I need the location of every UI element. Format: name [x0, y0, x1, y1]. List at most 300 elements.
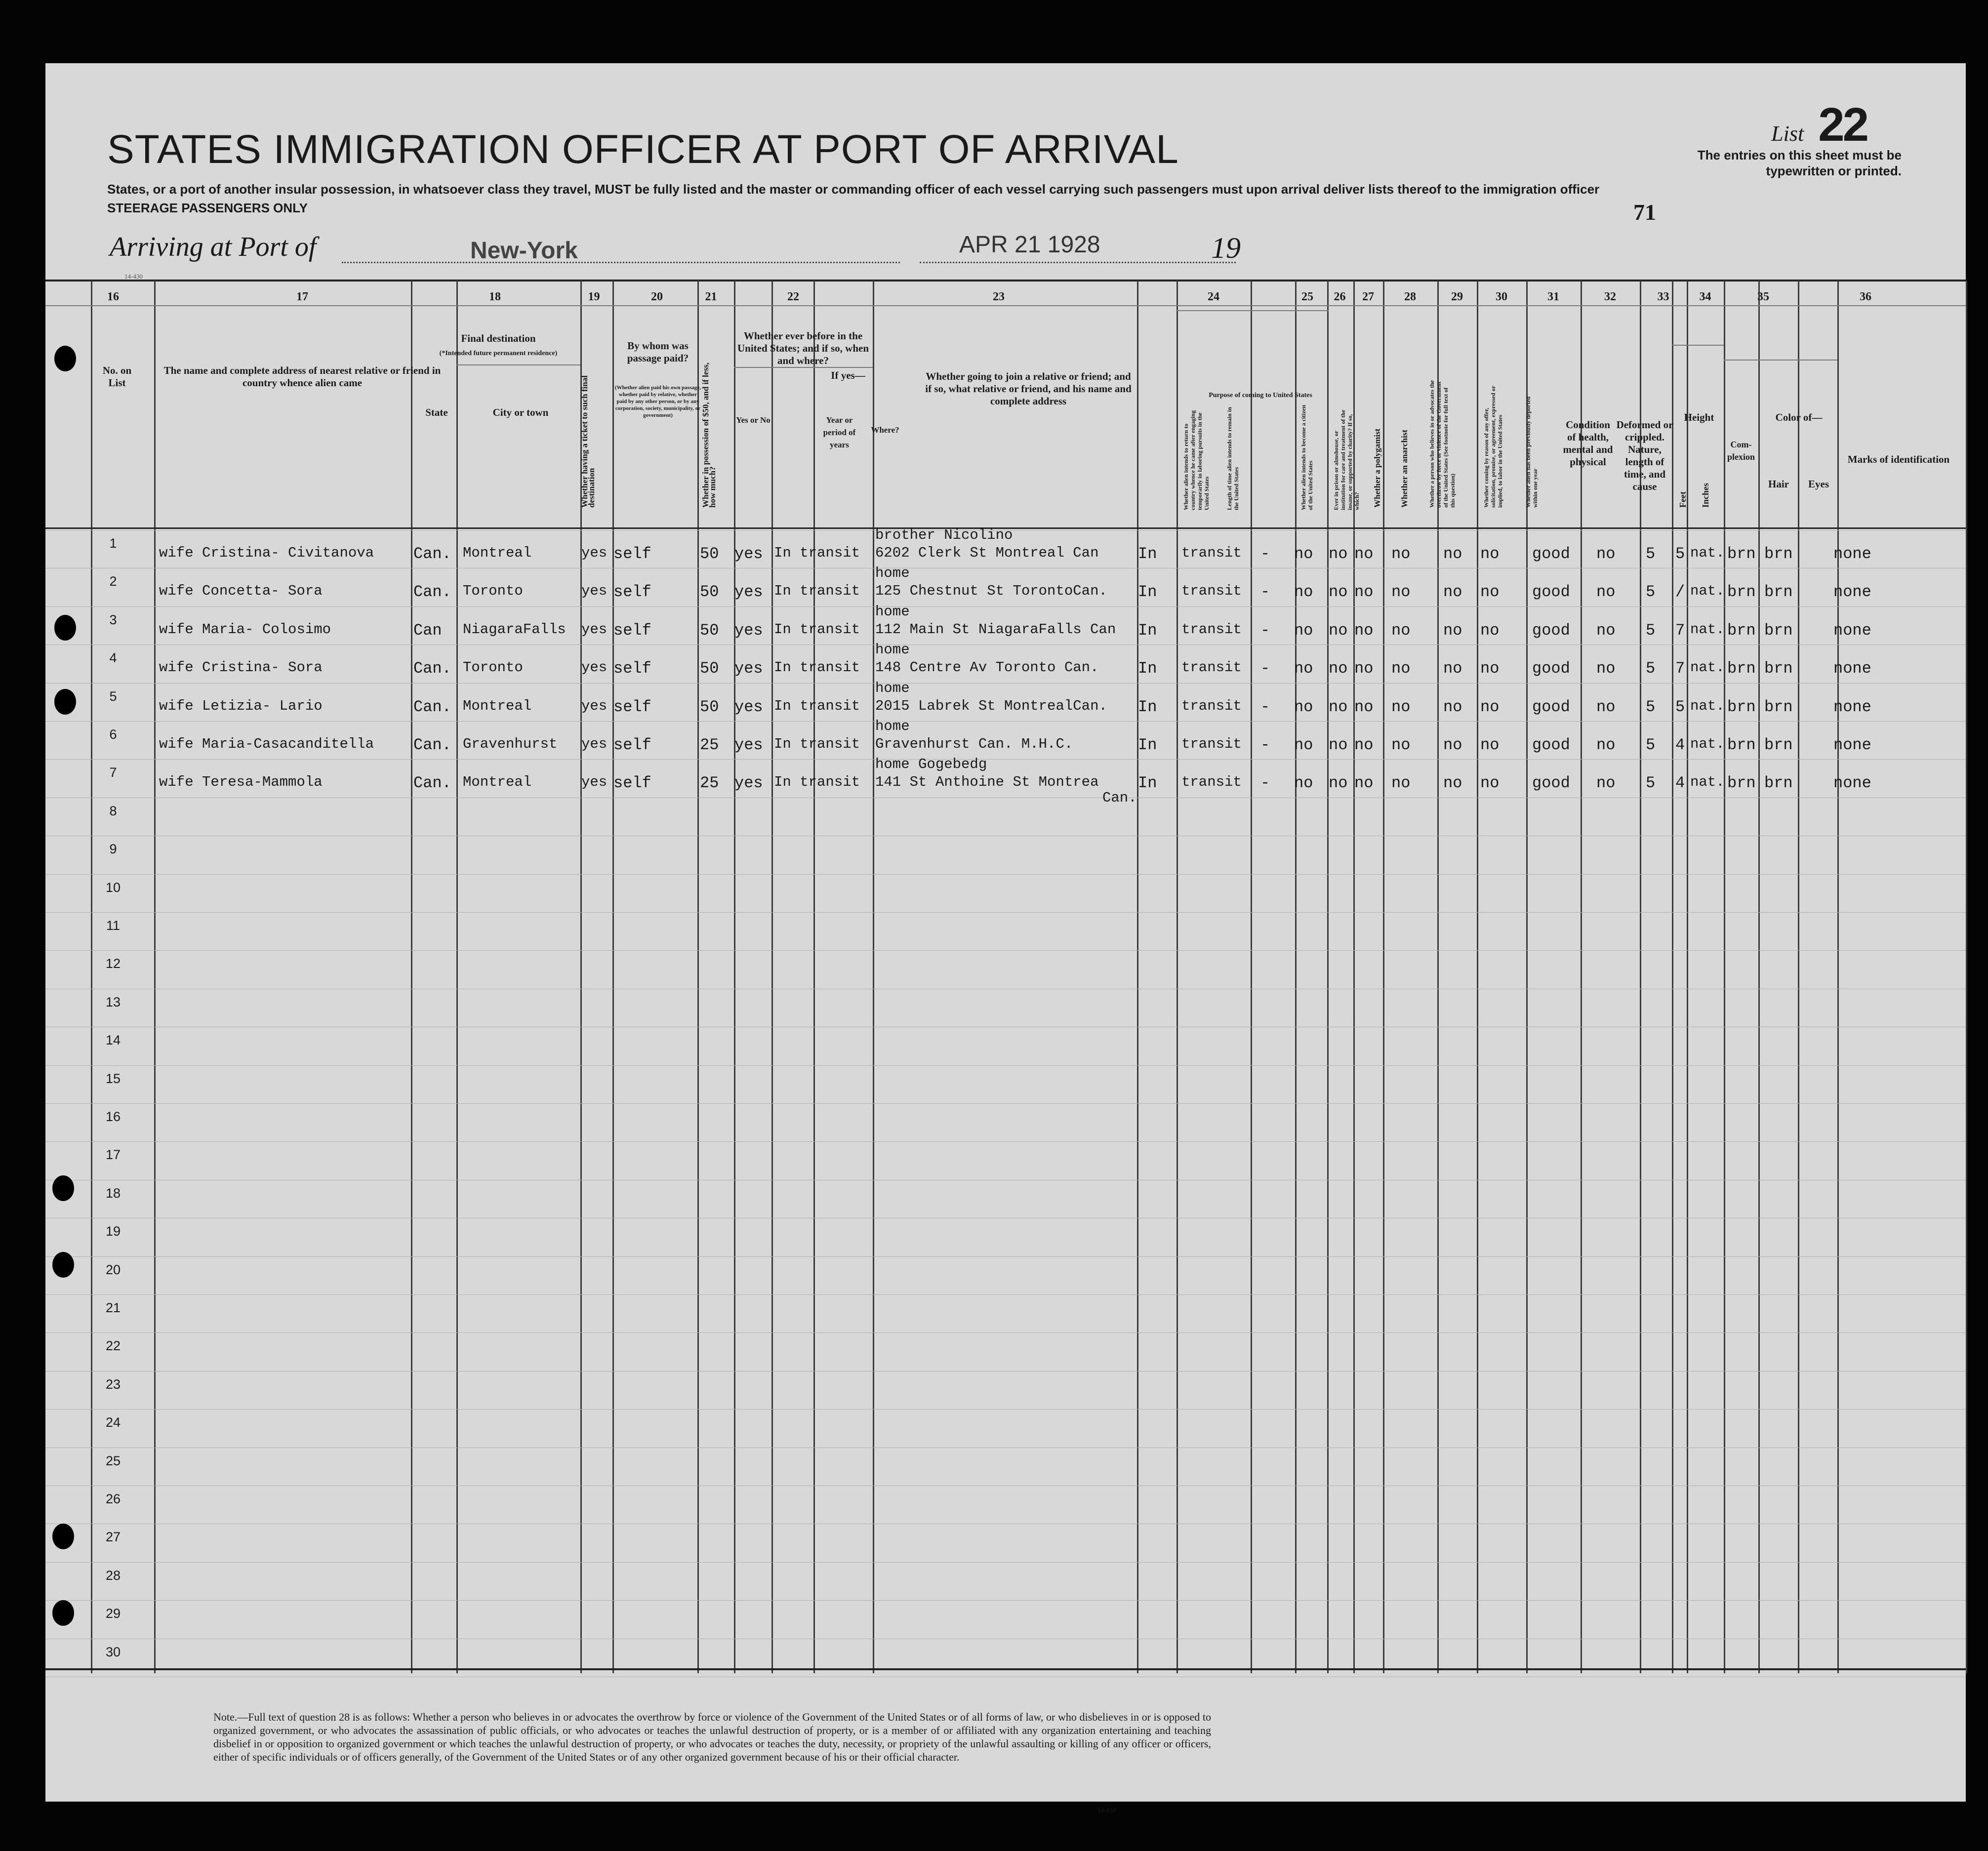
cell-eyes: brn: [1764, 659, 1793, 678]
cell-ticket: yes: [581, 621, 608, 638]
row-rule: [45, 1294, 1966, 1295]
row-rule: [45, 683, 1966, 684]
cell-inches: /: [1675, 583, 1685, 602]
cell-marks: none: [1833, 659, 1871, 678]
cell-c28: no: [1391, 621, 1411, 640]
cell-c29: no: [1443, 545, 1462, 563]
cell-deformed: no: [1596, 697, 1616, 716]
row-rule: [45, 1065, 1966, 1066]
cell-inches: 7: [1675, 659, 1685, 678]
column-rule: [154, 281, 156, 1673]
cell-feet: 5: [1646, 583, 1656, 602]
cell-before: yes: [734, 621, 763, 640]
header-eyes: Eyes: [1808, 478, 1829, 490]
header-inches: Inches: [1701, 483, 1710, 508]
header-relative: The name and complete address of nearest relative or friend in country whence alien came: [163, 364, 441, 389]
cell-p2: transit: [1181, 621, 1242, 638]
cell-money: 50: [700, 659, 719, 678]
cell-hair: brn: [1727, 697, 1756, 716]
row-number: 13: [105, 994, 121, 1009]
cell-state: Can.: [413, 583, 451, 602]
cell-before: yes: [734, 736, 763, 754]
header-c29: Whether coming by reason of any offer, solicitation, promise, or agreement, expressed or implied, to labor in the United States: [1483, 386, 1503, 508]
row-number: 1: [109, 536, 117, 551]
cell-c27: no: [1354, 774, 1374, 793]
row-number: 23: [105, 1376, 121, 1392]
cell-state: Can: [413, 621, 442, 640]
row-number: 28: [105, 1568, 121, 1583]
cell-year: In transit: [774, 736, 860, 752]
manifest-sheet: [45, 63, 1966, 1814]
row-number: 29: [105, 1606, 121, 1621]
cell-marks: none: [1833, 545, 1871, 563]
cell-c25: no: [1294, 621, 1313, 640]
column-rule: [456, 281, 458, 1673]
header-polygamist: Whether a polygamist: [1373, 428, 1382, 508]
cell-money: 50: [700, 697, 719, 716]
header-ticket: Whether having a ticket to such final destination: [580, 375, 596, 508]
cell-feet: 5: [1646, 736, 1656, 754]
cell-eyes: brn: [1764, 697, 1793, 716]
row-number: 15: [105, 1071, 121, 1086]
cell-before: yes: [734, 774, 763, 793]
cell-hair: brn: [1727, 736, 1756, 754]
cell-inches: 4: [1675, 774, 1685, 793]
cell-join2: 141 St Anthoine St Montrea: [875, 774, 1099, 791]
cell-marks: none: [1833, 736, 1871, 754]
row-rule: [45, 759, 1966, 760]
row-number: 27: [105, 1529, 121, 1545]
cell-complexion: nat.: [1690, 583, 1725, 600]
cell-complexion: nat.: [1690, 736, 1725, 752]
cell-before: yes: [734, 659, 763, 678]
col-number-21: 21: [705, 290, 717, 303]
cell-p3: -: [1260, 545, 1270, 563]
cell-paid: self: [613, 697, 651, 716]
col-number-28: 28: [1404, 290, 1416, 303]
cell-city: Toronto: [463, 659, 523, 676]
cell-join2: 148 Centre Av Toronto Can.: [875, 659, 1099, 676]
cell-join2: 112 Main St NiagaraFalls Can: [875, 621, 1116, 638]
column-rule: [697, 281, 699, 1673]
cell-money: 50: [700, 583, 719, 602]
column-rule: [734, 281, 735, 1673]
col-number-20: 20: [651, 290, 663, 303]
header-rule: [456, 364, 580, 365]
row-rule: [45, 1256, 1966, 1257]
date-dotted-line: [920, 262, 1236, 263]
cell-year: In transit: [774, 659, 860, 676]
row-number: 11: [106, 918, 121, 933]
header-purpose-a: Whether alien intends to return to country whence he came after engaging temporarily in laboring pursuits in the United States: [1182, 410, 1210, 510]
column-rule: [1177, 281, 1178, 1673]
cell-marks: none: [1833, 621, 1871, 640]
cell-ticket: yes: [581, 659, 608, 676]
column-rule: [873, 281, 874, 1673]
cell-relative: wife Cristina- Civitanova: [159, 545, 374, 561]
cell-p1: In: [1138, 583, 1157, 602]
cell-c27: no: [1354, 583, 1374, 602]
footnote-form-number: 14-430: [1097, 1807, 1116, 1814]
cell-marks: none: [1833, 697, 1871, 716]
header-rule: [1177, 310, 1329, 311]
cell-p2: transit: [1181, 545, 1242, 561]
cell-c25: no: [1294, 774, 1313, 793]
cell-c26: no: [1329, 736, 1348, 754]
cell-feet: 5: [1646, 621, 1656, 640]
punch-hole: [52, 1524, 74, 1549]
col-number-36: 36: [1860, 290, 1871, 303]
header-complexion: Com- plexion: [1727, 440, 1755, 462]
cell-c27: no: [1354, 697, 1374, 716]
cell-p1: In: [1138, 659, 1157, 678]
header-color-of: Color of—: [1775, 411, 1823, 423]
intro-text: States, or a port of another insular possession, in whatsoever class they travel, MUST be fully listed and the master or commanding officer of each vessel carrying such passengers must upon arrival deliver lists thereof to the immigration officer: [107, 182, 1600, 197]
col-number-17: 17: [296, 290, 308, 303]
cell-year: In transit: [774, 583, 860, 600]
cell-deformed: no: [1596, 659, 1616, 678]
cell-state: Can.: [413, 659, 451, 678]
header-no-on-list: No. on List: [102, 364, 132, 389]
cell-p1: In: [1138, 545, 1157, 563]
cell-health: good: [1532, 545, 1570, 563]
cell-join2: 2015 Labrek St MontrealCan.: [875, 697, 1107, 714]
cell-c29: no: [1443, 736, 1462, 754]
row-number: 16: [105, 1109, 121, 1124]
cell-c28: no: [1391, 697, 1411, 716]
list-number: 22: [1818, 98, 1867, 151]
header-before-us: Whether ever before in the United States; and if so, when and where?: [737, 330, 869, 366]
cell-money: 25: [700, 774, 719, 793]
row-rule: [45, 644, 1966, 645]
row-number: 4: [109, 650, 117, 666]
row-rule: [45, 1103, 1966, 1104]
cell-p2: transit: [1181, 697, 1242, 714]
row-rule: [45, 950, 1966, 951]
cell-eyes: brn: [1764, 545, 1793, 563]
header-joining: Whether going to join a relative or friend; and if so, what relative or friend, and his name and complete address: [925, 370, 1132, 407]
row-number: 26: [105, 1491, 121, 1506]
cell-join2: Gravenhurst Can. M.H.C.: [875, 736, 1073, 752]
cell-relative: wife Concetta- Sora: [159, 583, 323, 600]
cell-c30: no: [1480, 774, 1500, 793]
arrival-date-stamp: APR 21 1928: [959, 232, 1100, 258]
col-number-24: 24: [1208, 290, 1219, 303]
col-number-18: 18: [489, 290, 501, 303]
cell-p2: transit: [1181, 736, 1242, 752]
column-rule: [1295, 281, 1297, 1673]
cell-feet: 5: [1646, 545, 1656, 563]
cell-before: yes: [734, 583, 763, 602]
cell-join1: home: [875, 603, 910, 620]
header-if-yes: If yes—: [831, 369, 865, 381]
cell-c30: no: [1480, 583, 1500, 602]
cell-city: Montreal: [463, 774, 532, 791]
manifest-grid: [45, 281, 1966, 1673]
cell-eyes: brn: [1764, 774, 1793, 793]
cell-p2: transit: [1181, 659, 1242, 676]
cell-complexion: nat.: [1690, 621, 1725, 638]
cell-c26: no: [1329, 621, 1348, 640]
cell-deformed: no: [1596, 583, 1616, 602]
row-number: 3: [109, 612, 117, 627]
row-number: 19: [105, 1224, 121, 1239]
cell-hair: brn: [1727, 545, 1756, 563]
row-rule: [45, 1562, 1966, 1563]
header-condition: Condition of health, mental and physical: [1563, 419, 1613, 468]
cell-c25: no: [1294, 545, 1313, 563]
cell-c29: no: [1443, 659, 1462, 678]
cell-ticket: yes: [581, 736, 608, 752]
header-anarchist: Whether an anarchist: [1400, 429, 1409, 508]
cell-hair: brn: [1727, 659, 1756, 678]
cell-relative: wife Letizia- Lario: [159, 697, 323, 714]
row-number: 18: [105, 1185, 121, 1201]
cell-before: yes: [734, 697, 763, 716]
bottom-rule: [45, 1668, 1966, 1670]
cell-health: good: [1532, 774, 1570, 793]
punch-hole: [52, 1175, 74, 1201]
header-c28: Whether a person who believes in or advocates the overthrow by force or violence of the Government of the United States (See footnote for full text of this question): [1428, 380, 1456, 508]
row-number: 30: [105, 1644, 121, 1659]
header-prison: Ever in prison or almshouse, or institution for care and treatment of the insane, or supported by charity? If so, which?: [1333, 409, 1360, 510]
row-number: 9: [109, 842, 117, 857]
col-number-25: 25: [1301, 290, 1313, 303]
cell-join1: brother Nicolino: [875, 527, 1013, 543]
page-title: STATES IMMIGRATION OFFICER AT PORT OF ARRIVAL: [107, 127, 1179, 172]
cell-join1: home: [875, 565, 910, 582]
cell-health: good: [1532, 659, 1570, 678]
cell-c25: no: [1294, 583, 1313, 602]
row-number: 8: [109, 803, 117, 818]
cell-year: In transit: [774, 697, 860, 714]
list-note: The entries on this sheet must be typewritten or printed.: [1697, 148, 1902, 178]
column-rule: [771, 281, 773, 1673]
row-number: 20: [105, 1262, 121, 1277]
cell-paid: self: [613, 736, 651, 754]
cell-deformed: no: [1596, 545, 1616, 563]
row-number: 2: [109, 574, 117, 589]
cell-c30: no: [1480, 659, 1500, 678]
cell-p3: -: [1260, 659, 1270, 678]
cell-paid: self: [613, 545, 651, 563]
arrival-port: New-York: [470, 238, 578, 264]
row-rule: [45, 1332, 1966, 1333]
header-yes-no: Yes or No: [736, 415, 771, 425]
punch-hole: [52, 1600, 74, 1626]
cell-health: good: [1532, 697, 1570, 716]
cell-p3: -: [1260, 697, 1270, 716]
header-rule: [734, 367, 873, 368]
header-city: City or town: [492, 406, 549, 418]
cell-before: yes: [734, 545, 763, 563]
cell-join2: 125 Chestnut St TorontoCan.: [875, 583, 1107, 600]
header-year-period: Year or period of years: [823, 415, 856, 449]
row-number: 25: [105, 1453, 121, 1468]
row-number: 12: [105, 956, 121, 971]
cell-money: 50: [700, 621, 719, 640]
cell-relative: wife Maria-Casacanditella: [159, 736, 374, 752]
col-number-35: 35: [1757, 290, 1769, 303]
cell-c26: no: [1329, 774, 1348, 793]
cell-marks: none: [1833, 774, 1871, 793]
header-feet: Feet: [1678, 491, 1688, 508]
cell-paid: self: [613, 583, 651, 602]
cell-join1: home: [875, 718, 910, 734]
cell-join1: home Gogebedg: [875, 756, 987, 773]
punch-hole: [54, 346, 76, 371]
cell-c29: no: [1443, 697, 1462, 716]
cell-p1: In: [1138, 697, 1157, 716]
cell-complexion: nat.: [1690, 659, 1725, 676]
cell-health: good: [1532, 583, 1570, 602]
row-number: 6: [109, 727, 117, 742]
cell-p3: -: [1260, 583, 1270, 602]
cell-inches: 7: [1675, 621, 1685, 640]
cell-inches: 5: [1675, 545, 1685, 563]
header-state: State: [425, 406, 448, 418]
column-rule: [612, 281, 614, 1673]
row-rule: [45, 1141, 1966, 1142]
col-number-19: 19: [588, 290, 600, 303]
col-number-33: 33: [1657, 290, 1669, 303]
list-label: List: [1771, 121, 1804, 146]
cell-state: Can.: [413, 774, 451, 793]
cell-c28: no: [1391, 736, 1411, 754]
cell-join2: 6202 Clerk St Montreal Can: [875, 545, 1099, 561]
col-number-22: 22: [787, 290, 799, 303]
header-purpose-c: Whether alien intends to become a citizen of the United States: [1300, 404, 1314, 510]
cell-c27: no: [1354, 659, 1374, 678]
cell-eyes: brn: [1764, 621, 1793, 640]
cell-p2: transit: [1181, 774, 1242, 791]
cell-state: Can.: [413, 545, 451, 563]
cell-ticket: yes: [581, 774, 608, 791]
arrival-year-prefix: 19: [1211, 232, 1241, 264]
cell-ticket: yes: [581, 583, 608, 600]
cell-p1: In: [1138, 774, 1157, 793]
header-rule: [1724, 360, 1837, 361]
cell-eyes: brn: [1764, 736, 1793, 754]
header-by-whom: By whom was passage paid?: [627, 340, 689, 364]
arrival-label: Arriving at Port of: [110, 232, 317, 262]
cell-complexion: nat.: [1690, 774, 1725, 791]
cell-c30: no: [1480, 621, 1500, 640]
cell-money: 25: [700, 736, 719, 754]
header-possession: Whether in possession of $50, and if less, how much?: [701, 362, 717, 508]
header-marks: Marks of identification: [1847, 453, 1950, 465]
cell-hair: brn: [1727, 621, 1756, 640]
cell-p3: -: [1260, 621, 1270, 640]
cell-c26: no: [1329, 659, 1348, 678]
punch-hole: [54, 689, 76, 715]
cell-p3: -: [1260, 774, 1270, 793]
cell-c25: no: [1294, 659, 1313, 678]
cell-c29: no: [1443, 583, 1462, 602]
col-number-16: 16: [107, 290, 119, 303]
cell-city: NiagaraFalls: [463, 621, 566, 638]
cell-c30: no: [1480, 736, 1500, 754]
cell-c25: no: [1294, 697, 1313, 716]
column-rule: [1724, 281, 1725, 1673]
cell-deformed: no: [1596, 774, 1616, 793]
cell-join1: home: [875, 642, 910, 658]
cell-eyes: brn: [1764, 583, 1793, 602]
cell-city: Montreal: [463, 545, 532, 561]
column-rule: [1137, 281, 1138, 1673]
cell-p2: transit: [1181, 583, 1242, 600]
column-rule: [1581, 281, 1582, 1673]
cell-c25: no: [1294, 736, 1313, 754]
row-number: 10: [105, 880, 121, 895]
cell-state: Can.: [413, 697, 451, 716]
cell-relative: wife Cristina- Sora: [159, 659, 323, 676]
cell-c28: no: [1391, 659, 1411, 678]
cell-marks: none: [1833, 583, 1871, 602]
cell-city: Montreal: [463, 697, 532, 714]
col-number-23: 23: [993, 290, 1005, 303]
cell-complexion: nat.: [1690, 697, 1725, 714]
header-rule: [45, 305, 1966, 306]
col-number-34: 34: [1699, 290, 1711, 303]
cell-year: In transit: [774, 621, 860, 638]
cell-c30: no: [1480, 697, 1500, 716]
cell-c29: no: [1443, 774, 1462, 793]
header-final-destination: Final destination: [461, 332, 536, 344]
cell-join3: Can.: [1102, 790, 1137, 806]
cell-p1: In: [1138, 736, 1157, 754]
cell-c28: no: [1391, 774, 1411, 793]
row-rule: [45, 721, 1966, 722]
row-number: 21: [105, 1300, 121, 1315]
row-rule: [45, 1600, 1966, 1601]
col-number-31: 31: [1547, 290, 1559, 303]
row-number: 22: [105, 1338, 121, 1354]
cell-c28: no: [1391, 583, 1411, 602]
cell-c28: no: [1391, 545, 1411, 563]
header-purpose-b: Length of time alien intends to remain in the United States: [1226, 407, 1240, 510]
row-number: 5: [109, 688, 117, 704]
cell-p3: -: [1260, 736, 1270, 754]
cell-complexion: nat.: [1690, 545, 1725, 561]
steerage-note: STEERAGE PASSENGERS ONLY: [107, 201, 308, 215]
row-rule: [45, 874, 1966, 875]
punch-hole: [52, 1252, 74, 1278]
cell-c27: no: [1354, 621, 1374, 640]
cell-c26: no: [1329, 583, 1348, 602]
cell-inches: 4: [1675, 736, 1685, 754]
header-where: Where?: [871, 425, 899, 435]
cell-city: Gravenhurst: [463, 736, 558, 752]
header-by-whom-note: (Whether alien paid his own passage, whether paid by relative, whether paid by any other person, or by any corporation, society, municipality, or government): [615, 385, 701, 418]
column-rule: [813, 281, 815, 1673]
cell-deformed: no: [1596, 621, 1616, 640]
cell-paid: self: [613, 774, 651, 793]
cell-join1: home: [875, 680, 910, 696]
port-dotted-line: [342, 262, 900, 263]
cell-feet: 5: [1646, 697, 1656, 716]
list-number-box: [1771, 98, 1867, 152]
cell-ticket: yes: [581, 697, 608, 714]
cell-c30: no: [1480, 545, 1500, 563]
cell-p1: In: [1138, 621, 1157, 640]
cell-state: Can.: [413, 736, 451, 754]
cell-health: good: [1532, 621, 1570, 640]
column-rule: [411, 281, 412, 1673]
col-number-27: 27: [1362, 290, 1374, 303]
cell-c26: no: [1329, 545, 1348, 563]
cell-city: Toronto: [463, 583, 523, 600]
